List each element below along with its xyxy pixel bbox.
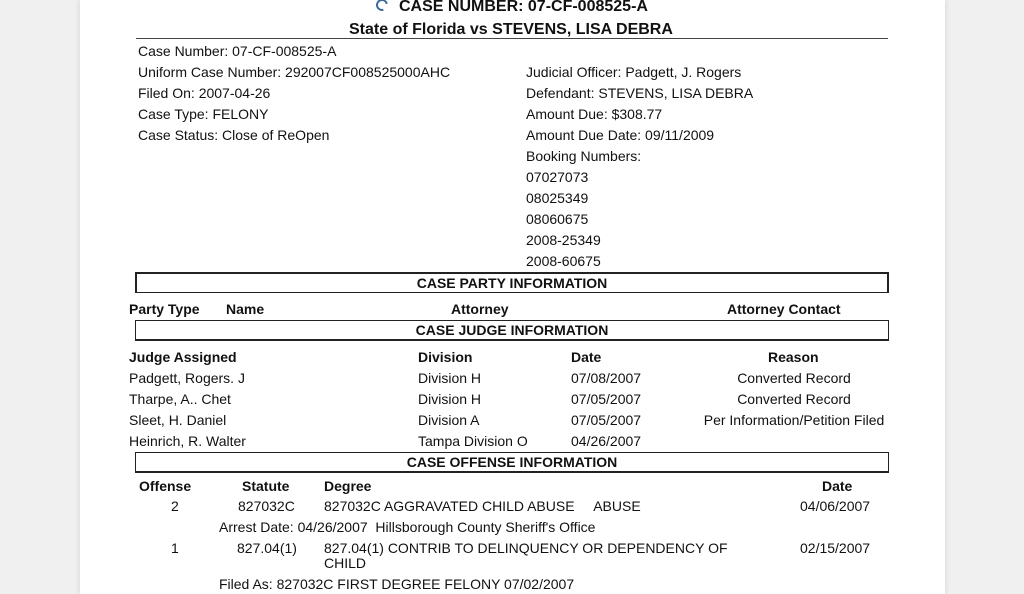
- summary-filed-on: Filed On: 2007-04-26: [138, 85, 271, 101]
- judge-reason: Converted Record: [737, 391, 851, 407]
- judge-name: Heinrich, R. Walter: [129, 433, 246, 449]
- summary-amount-due: Amount Due: $308.77: [526, 106, 663, 122]
- judge-date: 07/05/2007: [571, 412, 642, 428]
- judge-section-header: CASE JUDGE INFORMATION: [135, 320, 889, 341]
- judge-date: 07/08/2007: [571, 370, 642, 386]
- offense-degree-continued: CHILD: [324, 555, 367, 571]
- judge-reason: Per Information/Petition Filed: [703, 412, 885, 428]
- summary-amount-due-date: Amount Due Date: 09/11/2009: [526, 127, 715, 143]
- judge-division: Division H: [418, 370, 482, 386]
- judge-name: Padgett, Rogers. J: [129, 370, 245, 386]
- booking-number: 2008-25349: [526, 232, 601, 248]
- offense-date: 02/15/2007: [800, 540, 871, 556]
- judge-assigned-header: Judge Assigned: [129, 349, 237, 365]
- summary-uniform-case-number: Uniform Case Number: 292007CF008525000AHC: [138, 64, 451, 80]
- offense-number: 2: [171, 498, 179, 514]
- case-title: State of Florida vs STEVENS, LISA DEBRA: [349, 21, 673, 38]
- offense-statute: 827032C: [238, 498, 295, 514]
- offense-degree: 827032C AGGRAVATED CHILD ABUSE ABUSE: [324, 498, 641, 514]
- judge-name: Tharpe, A.. Chet: [129, 391, 231, 407]
- judge-reason: Converted Record: [737, 370, 851, 386]
- booking-number: 2008-60675: [526, 253, 601, 269]
- offense-date-header: Date: [822, 478, 853, 494]
- offense-section-header: CASE OFFENSE INFORMATION: [135, 452, 889, 473]
- booking-number: 07027073: [526, 169, 589, 185]
- judge-date: 04/26/2007: [571, 433, 642, 449]
- booking-number: 08060675: [526, 211, 589, 227]
- summary-case-number: Case Number: 07-CF-008525-A: [138, 43, 337, 59]
- summary-case-status: Case Status: Close of ReOpen: [138, 127, 330, 143]
- judge-date: 07/05/2007: [571, 391, 642, 407]
- judge-division: Division A: [418, 412, 480, 428]
- offense-header: Offense: [139, 478, 192, 494]
- summary-booking-label: Booking Numbers:: [526, 148, 642, 164]
- degree-header: Degree: [324, 478, 372, 494]
- date-header: Date: [571, 349, 602, 365]
- summary-case-type: Case Type: FELONY: [138, 106, 269, 122]
- offense-note: Arrest Date: 04/26/2007 Hillsborough County Sheriff's Office: [219, 519, 596, 535]
- name-header: Name: [226, 301, 265, 317]
- header-divider: [136, 38, 888, 39]
- division-header: Division: [418, 349, 473, 365]
- party-type-header: Party Type: [129, 301, 200, 317]
- offense-date: 04/06/2007: [800, 498, 871, 514]
- judge-division: Tampa Division O: [418, 433, 528, 449]
- attorney-header: Attorney: [451, 301, 509, 317]
- reason-header: Reason: [768, 349, 819, 365]
- booking-number: 08025349: [526, 190, 589, 206]
- attorney-contact-header: Attorney Contact: [727, 301, 841, 317]
- summary-defendant: Defendant: STEVENS, LISA DEBRA: [526, 85, 754, 101]
- offense-note: Filed As: 827032C FIRST DEGREE FELONY 07/02/2007: [219, 576, 575, 592]
- party-section-header: CASE PARTY INFORMATION: [135, 272, 889, 293]
- case-number-title: CASE NUMBER: 07-CF-008525-A: [399, 0, 648, 15]
- offense-degree: 827.04(1) CONTRIB TO DELINQUENCY OR DEPENDENCY OF: [324, 540, 728, 556]
- judge-division: Division H: [418, 391, 482, 407]
- offense-statute: 827.04(1): [237, 540, 297, 556]
- judge-name: Sleet, H. Daniel: [129, 412, 227, 428]
- statute-header: Statute: [242, 478, 290, 494]
- summary-judicial-officer: Judicial Officer: Padgett, J. Rogers: [526, 64, 742, 80]
- offense-number: 1: [171, 540, 179, 556]
